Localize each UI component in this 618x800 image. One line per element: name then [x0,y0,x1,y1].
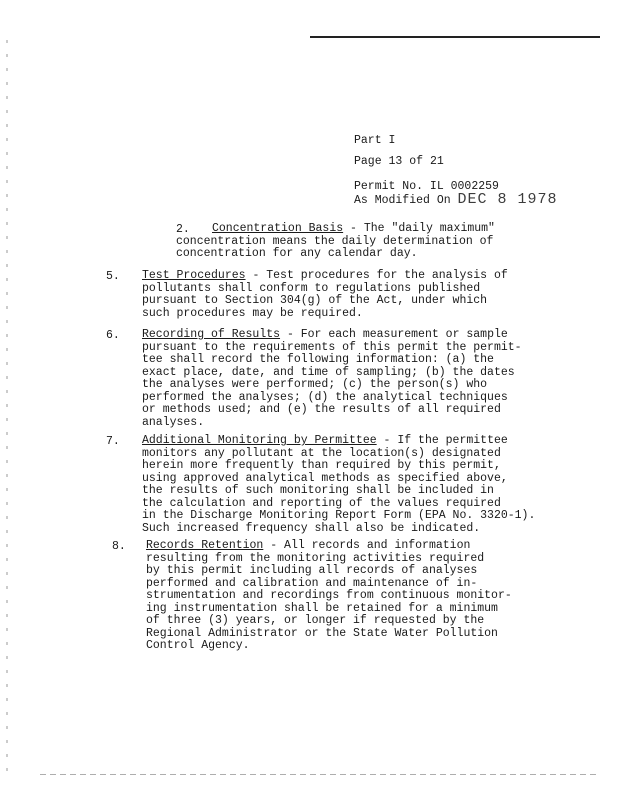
section-line: - If the permittee [383,434,508,447]
section-line: herein more frequently than required by this permit, [142,459,501,472]
section-number: 6. [106,329,120,342]
section-6-body [142,329,508,342]
section-line: Regional Administrator or the State Water Pollution [146,626,498,640]
section-line: the results of such monitoring shall be included in [142,484,494,497]
section-line: - The "daily maximum" [350,222,495,235]
section-line: the calculation and reporting of the values required [142,496,501,510]
section-5-body [142,270,508,283]
part-label: Part I [354,134,396,147]
section-line: or methods used; and (e) the results of all required [142,403,501,416]
section-line: of three (3) years, or longer if requested by the [146,614,485,627]
section-line: the analyses were performed; (c) the person(s) who [142,378,488,391]
section-line: resulting from the monitoring activities required [146,551,485,565]
page-of: of [409,155,424,168]
section-line: such procedures may be required. [142,306,363,320]
section-line: by this permit including all records of analyses [146,564,478,577]
section-line: - For each measurement or sample [286,328,508,341]
section-number: 2. [176,223,190,236]
modified-label: As Modified On [354,194,451,207]
section-title: Test Procedures [142,269,246,282]
section-line: pursuant to the requirements of this permit the permit- [142,340,522,354]
section-line: concentration for any calendar day. [176,247,418,260]
section-7-body [142,435,508,448]
section-line: exact place, date, and time of sampling; (b) the dates [142,365,515,379]
modified-line [354,193,558,208]
section-number: 8. [112,540,126,553]
section-title: Additional Monitoring by Permittee [142,434,377,447]
section-line: Such increased frequency shall also be indicated. [142,521,481,535]
section-line: using approved analytical methods as specified above, [142,471,508,485]
section-2-body [212,223,495,236]
bottom-scan-artifact [40,774,600,775]
top-rule [310,36,600,38]
section-line: - Test procedures for the analysis of [252,269,508,282]
page-total: 21 [429,155,444,168]
section-number: 7. [106,435,120,448]
section-line: in the Discharge Monitoring Report Form (EPA No. 3320-1). [142,509,536,522]
section-title: Records Retention [146,539,264,552]
section-title: Recording of Results [142,328,281,341]
permit-label: Permit No. [354,180,424,193]
section-line: monitors any pollutant at the location(s) designated [142,446,501,460]
section-line: pollutants shall conform to regulations published [142,281,481,295]
permit-number: IL 0002259 [429,180,499,193]
section-line: ing instrumentation shall be retained for a minimum [146,601,498,615]
modified-date-stamp: DEC 8 1978 [457,191,558,208]
section-title: Concentration Basis [212,222,344,235]
page-label: Page [354,155,382,168]
page-counter [354,155,444,169]
section-line: pursuant to Section 304(g) of the Act, under which [142,294,488,307]
page-number: 13 [388,155,403,168]
section-line: tee shall record the following information: (a) the [142,353,494,366]
section-line: strumentation and recordings from continuous monitor- [146,589,512,602]
section-number: 5. [106,270,120,283]
section-line: analyses. [142,415,205,429]
section-line: performed the analyses; (d) the analytical techniques [142,390,508,404]
section-8-body [146,540,470,553]
section-line: Control Agency. [146,639,250,652]
scan-edge-marks [6,40,8,780]
section-line: concentration means the daily determination of [176,234,494,248]
section-line: performed and calibration and maintenance of in- [146,576,478,590]
section-line: - All records and information [270,539,471,552]
